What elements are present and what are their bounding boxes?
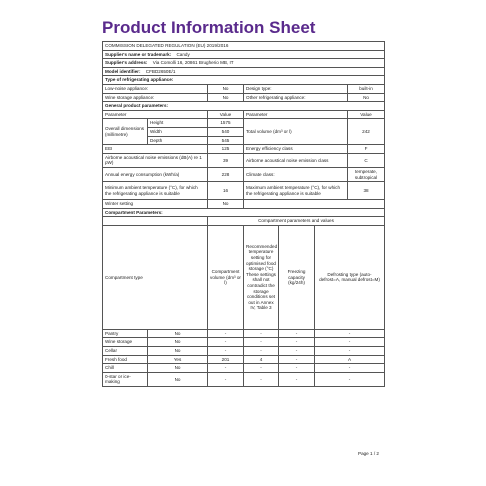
param-label: Climate class: [244, 167, 348, 181]
type-label: Other refrigerating appliance: [244, 93, 348, 102]
supplier-address-label: Supplier's address: [105, 60, 148, 66]
compartment-heading: Compartment Parameters: [103, 208, 385, 217]
general-row [103, 153, 385, 167]
dimension-name: Width [148, 127, 208, 136]
compartment-defrost: - [315, 372, 385, 386]
compartment-row [103, 347, 385, 356]
compartment-name: 0-star or ice-making [103, 372, 148, 386]
general-row [103, 145, 385, 154]
compartment-temperature: - [244, 338, 279, 347]
compartment-freezing: - [279, 364, 315, 373]
compartment-header-row [103, 225, 385, 329]
dimension-name: Height [148, 119, 208, 128]
winter-value: No [208, 200, 244, 209]
compartment-name: Pantry [103, 329, 148, 338]
model-row [103, 67, 385, 76]
compartment-present: No [148, 347, 208, 356]
param-label: Airborne acoustical noise emissions (dB(A) re 1 pW) [103, 153, 208, 167]
compartment-freezing: - [279, 355, 315, 364]
supplier-address-value: Via Comolli 16, 20861 Brugherio MB, IT [152, 60, 234, 66]
compartment-defrost: - [315, 329, 385, 338]
column-header: Value [348, 110, 385, 119]
page-title: Product Information Sheet [102, 18, 316, 37]
compartment-freezing: - [279, 372, 315, 386]
compartment-volume: - [208, 329, 244, 338]
param-value: 39 [208, 153, 244, 167]
column-header: Compartment type [103, 225, 208, 329]
param-value: 38 [348, 182, 385, 200]
compartment-row [103, 364, 385, 373]
compartment-params-heading: Compartment parameters and values [208, 217, 385, 226]
dimension-value: 545 [208, 136, 244, 145]
compartment-volume: - [208, 347, 244, 356]
supplier-name-row [103, 50, 385, 59]
param-value: 228 [208, 167, 244, 181]
supplier-name-label: Supplier's name or trademark: [105, 51, 172, 57]
product-information-sheet [102, 18, 384, 387]
compartment-row [103, 329, 385, 338]
type-row [103, 84, 385, 93]
compartment-name: Wine storage [103, 338, 148, 347]
column-header: Recommended temperature setting for optimised food storage (°C) These settings shall not contradict the storage conditions set out in Annex IV, Table 3 [244, 225, 279, 329]
volume-value: 242 [348, 119, 385, 145]
compartment-row [103, 355, 385, 364]
page-number: Page 1 / 2 [358, 451, 379, 456]
param-value: temperate, subtropical [348, 167, 385, 181]
dimension-name: Depth [148, 136, 208, 145]
compartment-name: Chill [103, 364, 148, 373]
column-header: Compartment volume (dm³ or l) [208, 225, 244, 329]
compartment-freezing: - [279, 329, 315, 338]
compartment-defrost: - [315, 364, 385, 373]
general-row [103, 167, 385, 181]
param-value: C [348, 153, 385, 167]
type-label: Low-noise appliance: [103, 84, 208, 93]
column-header: Value [208, 110, 244, 119]
column-header: Parameter [244, 110, 348, 119]
volume-label: Total volume (dm³ or l) [244, 119, 348, 145]
compartment-params-heading-row [103, 217, 385, 226]
compartment-name: Fresh food [103, 355, 148, 364]
type-heading-row [103, 76, 385, 85]
compartment-defrost: A [315, 355, 385, 364]
regulation-row [103, 42, 385, 51]
model-value: CFBD2650E/1 [145, 68, 176, 74]
column-header: Parameter [103, 110, 208, 119]
winter-row [103, 200, 385, 209]
dimensions-label: Overall dimensions (millimetre) [103, 119, 148, 145]
compartment-present: No [148, 364, 208, 373]
compartment-temperature: - [244, 347, 279, 356]
general-heading: General product parameters: [103, 102, 385, 111]
compartment-temperature: - [244, 329, 279, 338]
compartment-row [103, 338, 385, 347]
param-label: Airborne acoustical noise emission class [244, 153, 348, 167]
winter-label: Winter setting [103, 200, 208, 209]
type-value: No [348, 93, 385, 102]
param-label: EEI [103, 145, 208, 154]
param-value: 125 [208, 145, 244, 154]
compartment-temperature: 4 [244, 355, 279, 364]
compartment-row [103, 372, 385, 386]
column-header: Freezing capacity (kg/24h) [279, 225, 315, 329]
supplier-address-row [103, 59, 385, 68]
compartment-table [102, 329, 385, 387]
compartment-volume: - [208, 372, 244, 386]
compartment-name: Cellar [103, 347, 148, 356]
param-label: Annual energy consumption (kWh/a) [103, 167, 208, 181]
info-table [102, 41, 385, 330]
compartment-present: No [148, 338, 208, 347]
compartment-present: No [148, 372, 208, 386]
type-heading: Type of refrigerating appliance: [103, 76, 385, 85]
param-label: Maximum ambient temperature (°C), for which the refrigerating appliance is suitable [244, 182, 348, 200]
general-row [103, 182, 385, 200]
param-label: Minimum ambient temperature (°C), for which the refrigerating appliance is suitable [103, 182, 208, 200]
compartment-present: No [148, 329, 208, 338]
param-label: Energy efficiency class [244, 145, 348, 154]
compartment-defrost: - [315, 347, 385, 356]
compartment-present: Yes [148, 355, 208, 364]
type-label: Wine storage appliance: [103, 93, 208, 102]
compartment-volume: - [208, 364, 244, 373]
compartment-volume: 201 [208, 355, 244, 364]
supplier-name-value: Candy [176, 51, 190, 57]
dimension-value: 540 [208, 127, 244, 136]
regulation-text: COMMISSION DELEGATED REGULATION (EU) 2019/2016 [103, 42, 385, 51]
compartment-freezing: - [279, 347, 315, 356]
dimension-row [103, 119, 385, 128]
type-value: No [208, 84, 244, 93]
type-value: built-in [348, 84, 385, 93]
param-value: 16 [208, 182, 244, 200]
compartment-defrost: - [315, 338, 385, 347]
compartment-temperature: - [244, 372, 279, 386]
param-value: F [348, 145, 385, 154]
model-label: Model identifier: [105, 68, 141, 74]
compartment-freezing: - [279, 338, 315, 347]
compartment-volume: - [208, 338, 244, 347]
compartment-heading-row [103, 208, 385, 217]
type-label: Design type: [244, 84, 348, 93]
general-heading-row [103, 102, 385, 111]
compartment-temperature: - [244, 364, 279, 373]
type-row [103, 93, 385, 102]
param-header-row [103, 110, 385, 119]
type-value: No [208, 93, 244, 102]
column-header: Defrosting type (auto-defrost=A, manual defrost=M) [315, 225, 385, 329]
dimension-value: 1575 [208, 119, 244, 128]
